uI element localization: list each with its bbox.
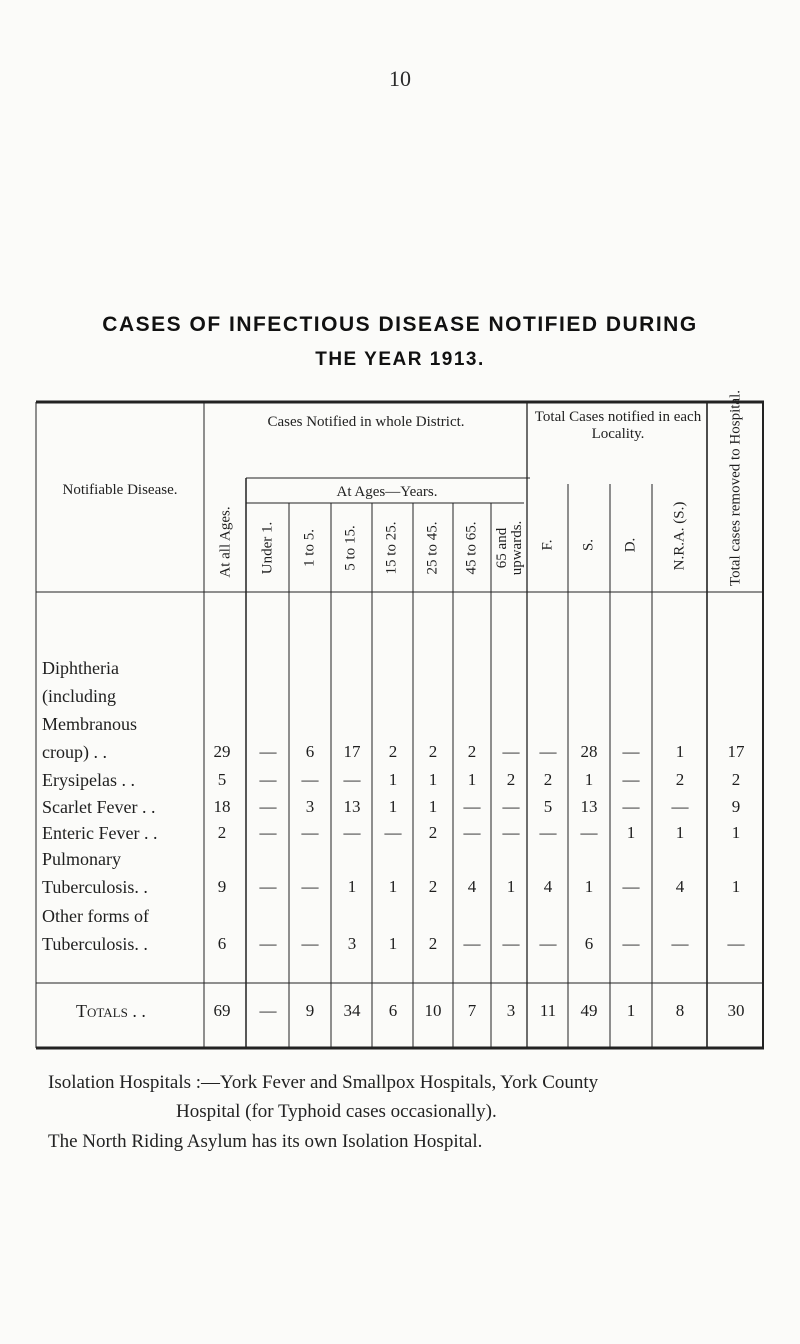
header-age-under-1: Under 1. bbox=[259, 521, 276, 575]
table-cell: — bbox=[622, 770, 640, 789]
table-cell: 2 bbox=[675, 770, 685, 789]
table-cell: 6 bbox=[217, 934, 227, 953]
table-cell: 1 bbox=[388, 934, 398, 953]
table-cell: 2 bbox=[543, 770, 553, 789]
row-disease-name: Membranous bbox=[42, 714, 137, 734]
table-cell: 4 bbox=[467, 877, 477, 896]
table-cell: 29 bbox=[213, 742, 231, 761]
table-cell: — bbox=[502, 934, 520, 953]
table-cell: 1 bbox=[388, 770, 398, 789]
header-removed-to-hospital: Total cases removed to Hospital. bbox=[727, 390, 744, 586]
table-cell: — bbox=[622, 934, 640, 953]
table-cell: 1 bbox=[428, 797, 438, 816]
table-cell: 1 bbox=[388, 877, 398, 896]
table-cell: — bbox=[259, 934, 277, 953]
row-disease-name: Tuberculosis. . bbox=[42, 877, 148, 897]
row-disease-name: Erysipelas . . bbox=[42, 770, 135, 790]
table-cell: 1 bbox=[584, 770, 594, 789]
footer-line-1: Isolation Hospitals :—York Fever and Smallpox Hospitals, York County bbox=[48, 1072, 599, 1093]
table-cell: 6 bbox=[305, 742, 315, 761]
table-cell: 1 bbox=[506, 877, 516, 896]
table-cell: 1 bbox=[347, 877, 357, 896]
table-cell: — bbox=[727, 934, 745, 953]
row-disease-name: croup) . . bbox=[42, 742, 107, 762]
table-cell: — bbox=[463, 797, 481, 816]
row-disease-name: Enteric Fever . . bbox=[42, 823, 158, 843]
page-subtitle: THE YEAR 1913. bbox=[315, 349, 485, 370]
table-cell: 2 bbox=[428, 742, 438, 761]
table-cell: — bbox=[259, 797, 277, 816]
totals-cell: — bbox=[259, 1001, 277, 1020]
table-cell: — bbox=[463, 934, 481, 953]
totals-cell: 3 bbox=[506, 1001, 516, 1020]
table-cell: 4 bbox=[675, 877, 685, 896]
table-cell: 9 bbox=[217, 877, 227, 896]
table-cell: — bbox=[384, 823, 402, 842]
table-cell: 2 bbox=[428, 823, 438, 842]
totals-cell: 69 bbox=[213, 1001, 231, 1020]
table-cell: 2 bbox=[217, 823, 227, 842]
page-number: 10 bbox=[389, 66, 411, 91]
table-cell: — bbox=[301, 877, 319, 896]
header-age-15-to-25: 15 to 25. bbox=[383, 521, 400, 575]
table-cell: 3 bbox=[305, 797, 315, 816]
table-cell: 1 bbox=[584, 877, 594, 896]
table-cell: 2 bbox=[731, 770, 741, 789]
totals-cell: 7 bbox=[467, 1001, 477, 1020]
table-cell: — bbox=[539, 934, 557, 953]
totals-label: Totals . . bbox=[76, 1001, 146, 1021]
totals-cell: 49 bbox=[580, 1001, 598, 1020]
table-cell: — bbox=[259, 770, 277, 789]
header-age-45-to-65: 45 to 65. bbox=[463, 521, 480, 575]
table-cell: — bbox=[622, 742, 640, 761]
header-age-1-to-5: 1 to 5. bbox=[301, 529, 318, 567]
table-cell: 17 bbox=[727, 742, 745, 761]
table-cell: — bbox=[463, 823, 481, 842]
row-disease-name: Scarlet Fever . . bbox=[42, 797, 156, 817]
row-disease-name: Other forms of bbox=[42, 906, 149, 926]
totals-cell: 8 bbox=[675, 1001, 685, 1020]
table-cell: 1 bbox=[731, 877, 741, 896]
totals-cell: 9 bbox=[305, 1001, 315, 1020]
table-cell: 3 bbox=[347, 934, 357, 953]
table-cell: — bbox=[502, 797, 520, 816]
table-cell: — bbox=[502, 823, 520, 842]
row-disease-name: Pulmonary bbox=[42, 849, 121, 869]
row-disease-name: Diphtheria bbox=[42, 658, 119, 678]
totals-cell: 11 bbox=[539, 1001, 557, 1020]
table-cell: 5 bbox=[217, 770, 227, 789]
table-cell: — bbox=[539, 742, 557, 761]
table-cell: 2 bbox=[506, 770, 516, 789]
table-cell: — bbox=[343, 770, 361, 789]
table-cell: 1 bbox=[626, 823, 636, 842]
table-cell: — bbox=[301, 934, 319, 953]
table-cell: — bbox=[622, 877, 640, 896]
header-locality-d: D. bbox=[622, 537, 639, 553]
table-cell: — bbox=[301, 823, 319, 842]
table-cell: 4 bbox=[543, 877, 553, 896]
totals-cell: 30 bbox=[727, 1001, 745, 1020]
table-cell: 1 bbox=[467, 770, 477, 789]
table-cell: — bbox=[671, 797, 689, 816]
totals-cell: 10 bbox=[424, 1001, 442, 1020]
row-disease-name: Tuberculosis. . bbox=[42, 934, 148, 954]
header-each-locality: Total Cases notified in each Locality. bbox=[534, 409, 702, 442]
totals-cell: 34 bbox=[343, 1001, 361, 1020]
table-cell: — bbox=[301, 770, 319, 789]
footer-line-3: The North Riding Asylum has its own Isolation Hospital. bbox=[48, 1131, 483, 1152]
header-whole-district: Cases Notified in whole District. bbox=[267, 414, 465, 430]
table-cell: — bbox=[343, 823, 361, 842]
header-at-all-ages: At all Ages. bbox=[217, 506, 234, 578]
table-cell: 1 bbox=[428, 770, 438, 789]
row-disease-name: (including bbox=[42, 686, 116, 706]
table-cell: 1 bbox=[675, 742, 685, 761]
header-locality-s: S. bbox=[580, 538, 597, 552]
header-locality-nra: N.R.A. (S.) bbox=[671, 501, 688, 571]
header-at-ages: At Ages—Years. bbox=[336, 484, 438, 500]
header-age-65-upwards: 65 and upwards. bbox=[494, 520, 525, 576]
table-cell: 28 bbox=[580, 742, 598, 761]
totals-cell: 6 bbox=[388, 1001, 398, 1020]
table-cell: 2 bbox=[467, 742, 477, 761]
table-cell: 6 bbox=[584, 934, 594, 953]
table-cell: — bbox=[502, 742, 520, 761]
table-cell: 13 bbox=[343, 797, 361, 816]
table-cell: 1 bbox=[731, 823, 741, 842]
header-age-5-to-15: 5 to 15. bbox=[342, 525, 359, 571]
table-cell: 17 bbox=[343, 742, 361, 761]
table-cell: — bbox=[580, 823, 598, 842]
table-cell: 13 bbox=[580, 797, 598, 816]
header-notifiable-disease: Notifiable Disease. bbox=[62, 482, 178, 498]
table-cell: 9 bbox=[731, 797, 741, 816]
footer-line-2: Hospital (for Typhoid cases occasionally). bbox=[176, 1101, 497, 1122]
header-locality-f: F. bbox=[539, 539, 556, 551]
table-cell: 2 bbox=[428, 934, 438, 953]
table-cell: — bbox=[622, 797, 640, 816]
table-cell: 2 bbox=[388, 742, 398, 761]
table-cell: 5 bbox=[543, 797, 553, 816]
table-cell: 1 bbox=[675, 823, 685, 842]
totals-cell: 1 bbox=[626, 1001, 636, 1020]
page-title: CASES OF INFECTIOUS DISEASE NOTIFIED DURING bbox=[102, 313, 698, 336]
table-cell: — bbox=[671, 934, 689, 953]
table-cell: — bbox=[539, 823, 557, 842]
table-cell: — bbox=[259, 742, 277, 761]
table-cell: 1 bbox=[388, 797, 398, 816]
table-cell: 18 bbox=[213, 797, 231, 816]
table-cell: — bbox=[259, 877, 277, 896]
table-cell: 2 bbox=[428, 877, 438, 896]
table-cell: — bbox=[259, 823, 277, 842]
header-age-25-to-45: 25 to 45. bbox=[424, 521, 441, 575]
